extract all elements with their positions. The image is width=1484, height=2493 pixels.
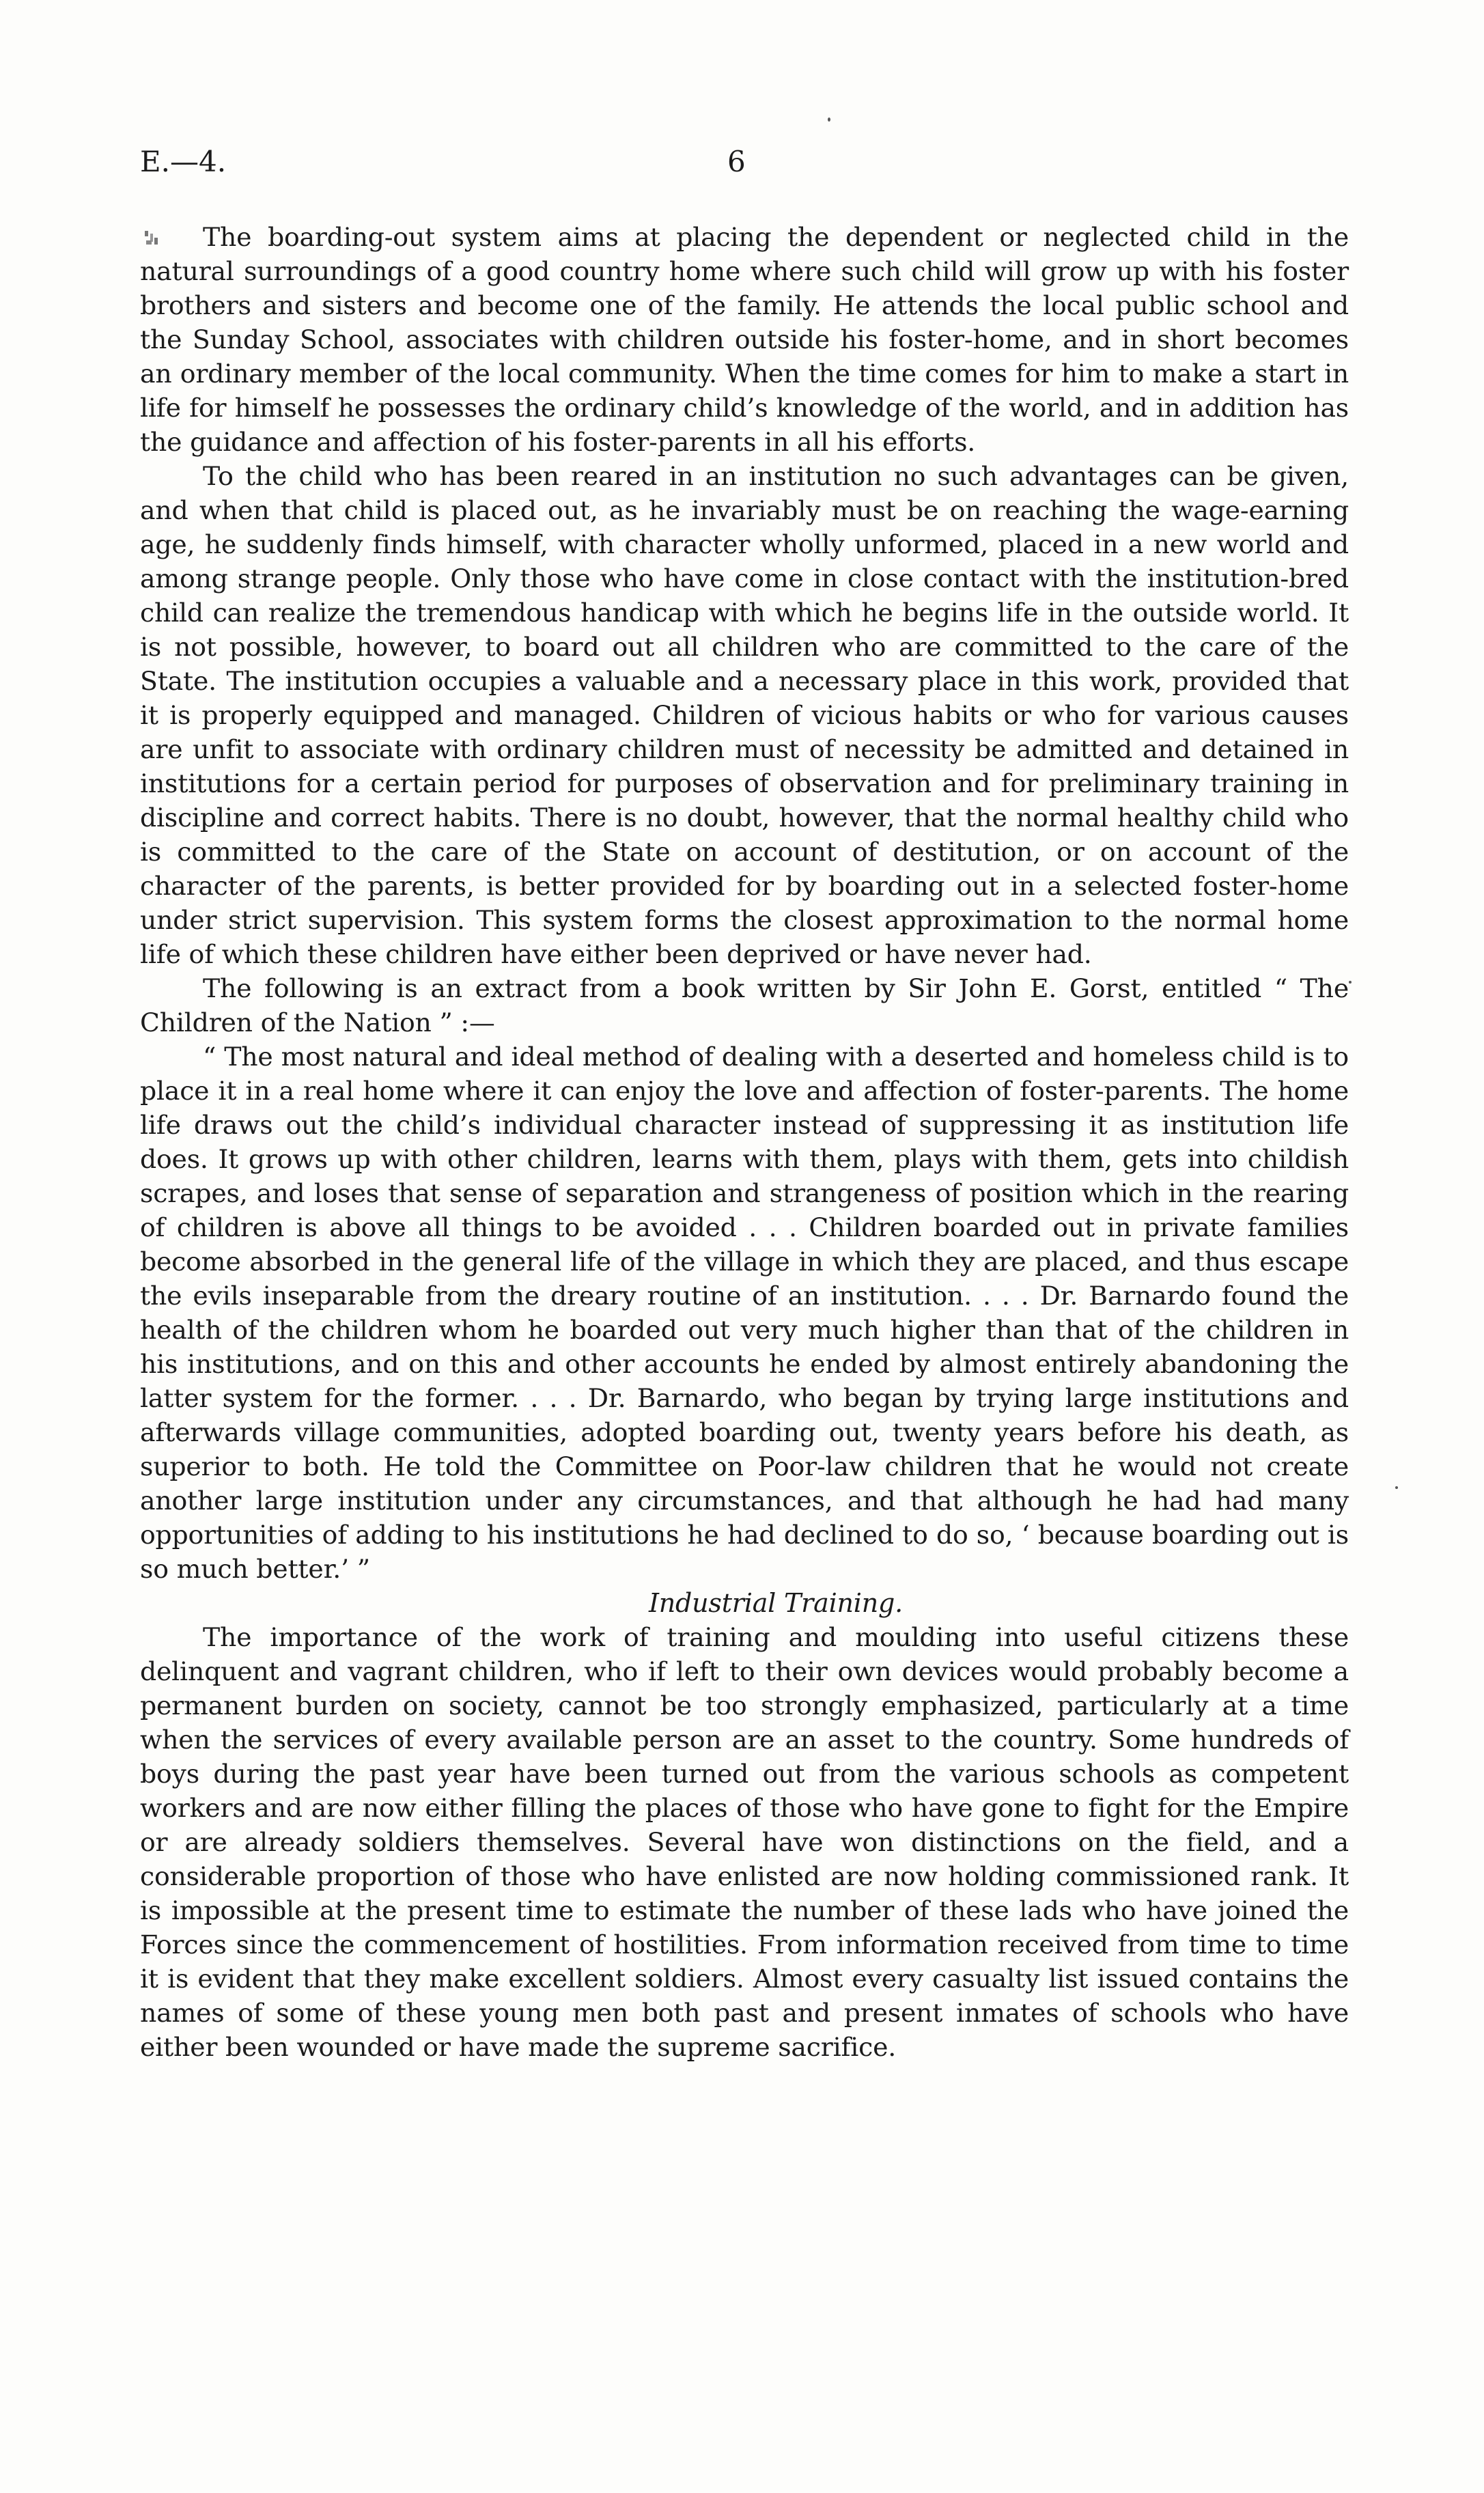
- ink-speck: [828, 117, 830, 122]
- page-header: [140, 145, 1349, 186]
- paragraph-gorst-quote: “ The most natural and ideal method of dealing with a deserted and homeless child is to place it in a real home where it can enjoy the love and affection of foster-parents. The home life draws out the child’s individual character instead of suppressing it as institution life does. It grows up with other children, learns with them, plays with them, gets into childish scrapes, and loses that sense of separation and strangeness of position which in the rearing of children is above all things to be avoided . . . Children boarded out in private families become absorbed in the general life of the village in which they are placed, and thus escape the evils inseparable from the dreary routine of an institution. . . . Dr. Barnardo found the health of the children whom he boarded out very much higher than that of the children in his institutions, and on this and other accounts he ended by almost entirely abandoning the latter system for the former. . . . Dr. Barnardo, who began by trying large institutions and afterwards village communities, adopted boarding out, twenty years before his death, as superior to both. He told the Committee on Poor-law children that he would not create another large institution under any circumstances, and that although he had had many opportunities of adding to his institutions he had declined to do so, ‘ because boarding out is so much better.’ ”: [140, 1042, 1349, 1584]
- page-number: 6: [727, 145, 746, 178]
- ink-speck: [1349, 981, 1352, 984]
- paragraph-industrial-training: The importance of the work of training and moulding into useful citizens these delinquent and vagrant children, who if left to their own devices would probably become a permanent burden on society, cannot be too strongly emphasized, particularly at a time when the services of every available person are an asset to the country. Some hundreds of boys during the past year have been turned out from the various schools as competent workers and are now either filling the places of those who have gone to fight for the Empire or are already soldiers themselves. Several have won distinctions on the field, and a considerable proportion of those who have enlisted are now holding commissioned rank. It is impossible at the present time to estimate the number of these lads who have joined the Forces since the commencement of hostilities. From information received from time to time it is evident that they make excellent soldiers. Almost every casualty list issued contains the names of some of these young men both past and present inmates of schools who have either been wounded or have made the supreme sacrifice.: [140, 1622, 1349, 2062]
- paragraph-institution: To the child who has been reared in an institution no such advantages can be given, and when that child is placed out, as he invariably must be on reaching the wage-earning age, he suddenly finds himself, with character wholly unformed, placed in a new world and among strange people. Only those who have come in close contact with the institution-bred child can realize the tremendous handicap with which he begins life in the outside world. It is not possible, however, to board out all children who are committed to the care of the State. The institution occupies a valuable and a necessary place in this work, provided that it is properly equipped and managed. Children of vicious habits or who for various causes are unfit to associate with ordinary children must of necessity be admitted and detained in institutions for a certain period for purposes of observation and for preliminary training in discipline and correct habits. There is no doubt, however, that the normal healthy child who is committed to the care of the State on account of destitution, or on account of the character of the parents, is better provided for by boarding out in a selected foster-home under strict supervision. This system forms the closest approximation to the normal home life of which these children have either been deprived or have never had.: [140, 461, 1349, 969]
- paragraph-gorst-intro: The following is an extract from a book written by Sir John E. Gorst, entitled “ The Children of the Nation ” :—: [140, 973, 1349, 1037]
- body-text: [140, 220, 1349, 2064]
- ink-speck: [1395, 1486, 1398, 1489]
- paragraph-boarding-out: The boarding-out system aims at placing the dependent or neglected child in the natural surroundings of a good country home where such child will grow up with his foster brothers and sisters and become one of the family. He attends the local public school and the Sunday School, associates with children outside his foster-home, and in short becomes an ordinary member of the local community. When the time comes for him to make a start in life for himself he possesses the ordinary child’s knowledge of the world, and in addition has the guidance and affection of his foster-parents in all his efforts.: [140, 222, 1349, 457]
- section-heading: Industrial Training.: [648, 1588, 904, 1618]
- document-reference: E.—4.: [140, 145, 227, 178]
